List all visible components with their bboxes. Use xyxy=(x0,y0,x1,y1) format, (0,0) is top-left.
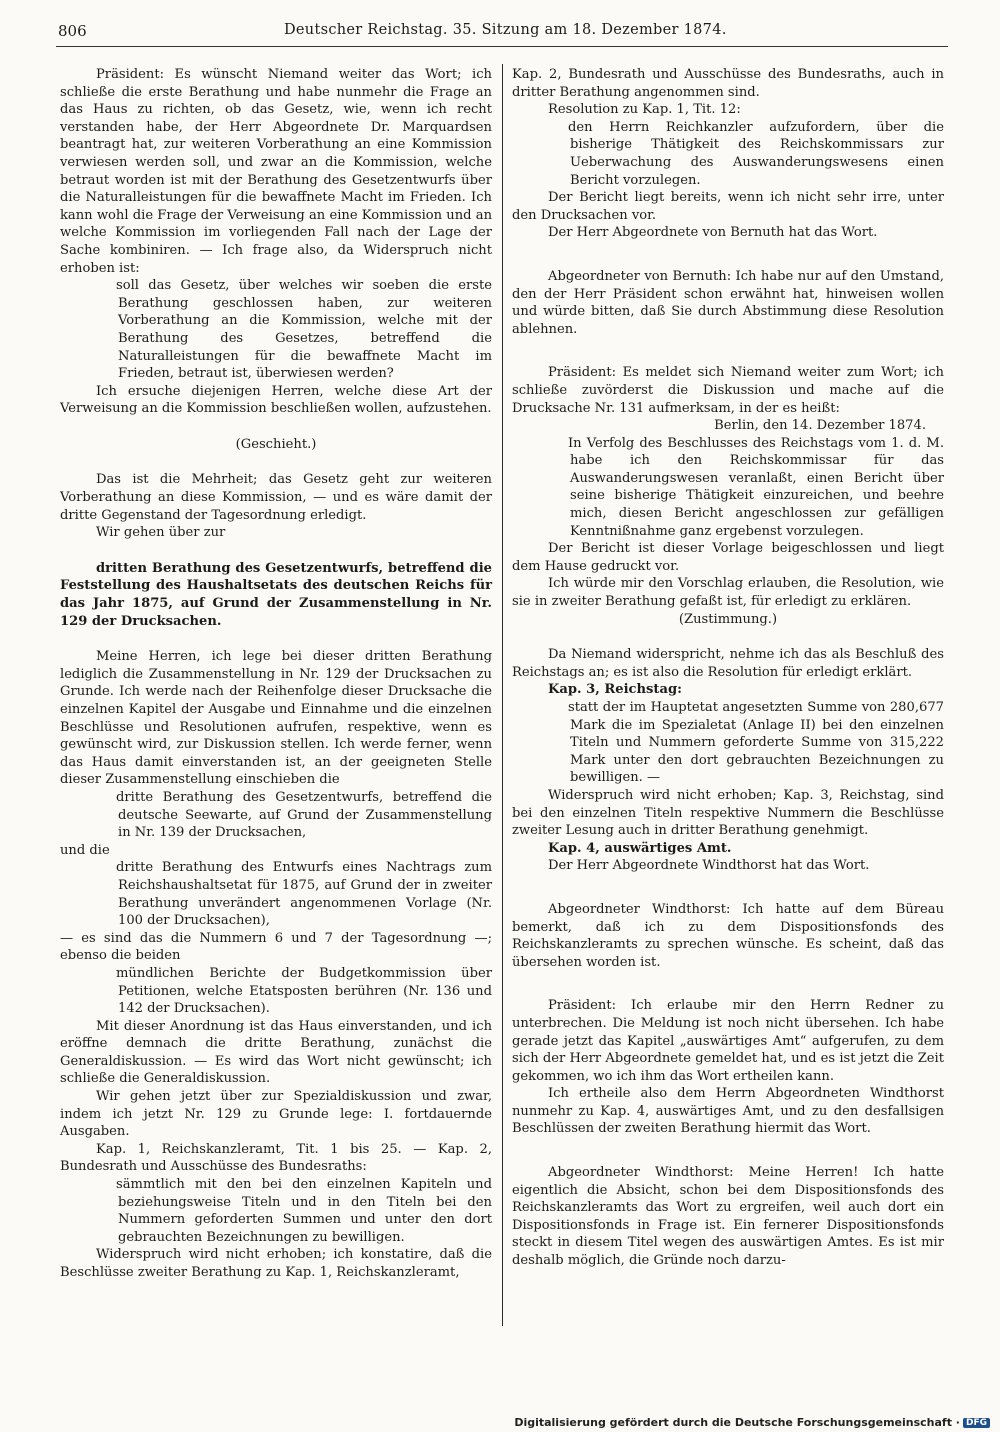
footer-text: Digitalisierung gefördert durch die Deutsche Forschungsgemeinschaft · xyxy=(514,1416,960,1429)
paragraph: Meine Herren, ich lege bei dieser dritten Berathung lediglich die Zusammenstellung in Nr. 129 der Drucksachen zu Grunde. Ich werde nach der Reihenfolge dieser Drucksache die einzelnen Kapitel der Ausgabe und Einnahme und die einzelnen Beschlüsse und Resolutionen aufrufen, respektive, wenn es gewünscht wird, zur Diskussion stellen. Ich werde ferner, wenn das Haus damit einverstanden ist, an der geeigneten Stelle dieser Zusammenstellung einschieben die xyxy=(60,649,492,788)
paragraph: Kap. 2, Bundesrath und Ausschüsse des Bundesraths, auch in dritter Berathung angenommen sind. xyxy=(512,67,944,100)
paragraph: und die xyxy=(60,842,110,858)
column-divider xyxy=(502,64,503,1326)
agenda-heading: dritten Berathung des Gesetzentwurfs, betreffend die Feststellung des Haushaltsetats des deutschen Reichs für das Jahr 1875, auf Grund der Zusammenstellung in Nr. 129 der Drucksachen. xyxy=(60,560,492,629)
quoted-item: sämmtlich mit den bei den einzelnen Kapiteln und beziehungsweise Titeln und in den Titeln bei den Nummern geforderten Summen und unter den dort gebrauchten Bezeichnungen zu bewilligen. xyxy=(116,1177,492,1245)
paragraph: Da Niemand widerspricht, nehme ich das als Beschluß des Reichstags an; es ist also die Resolution für erledigt erklärt. xyxy=(512,647,944,680)
paragraph: Widerspruch wird nicht erhoben; Kap. 3, Reichstag, sind bei den einzelnen Titeln respektive Nummern die Beschlüsse zweiter Lesung auch in dritter Berathung genehmigt. xyxy=(512,787,944,839)
paragraph: Der Bericht ist dieser Vorlage beigeschlossen und liegt dem Hause gedruckt vor. xyxy=(512,541,944,574)
paragraph: Wir gehen über zur xyxy=(96,525,226,541)
paragraph: Kap. 1, Reichskanzleramt, Tit. 1 bis 25. — Kap. 2, Bundesrath und Ausschüsse des Bundesraths: xyxy=(60,1141,492,1175)
paragraph: Präsident: Es wünscht Niemand weiter das Wort; ich schließe die erste Berathung und habe nunmehr die Frage an das Haus zu richten, ob das Gesetz, wie, wenn ich recht verstanden habe, der Herr Abgeordnete Dr. Marquardsen beantragt hat, zur weiteren Vorberathung an eine Kommission verwiesen werden soll, und zwar an die Kommission, welche betraut worden ist mit der Berathung des Gesetzentwurfs über die Naturalleistungen für die bewaffnete Macht im Frieden. Ich kann wohl die Frage der Verweisung an eine Kommission und an welche Kommission im vorliegenden Fall nach der Lage der Sache kombiniren. — Ich frage also, da Widerspruch nicht erhoben ist: xyxy=(60,67,492,276)
paragraph: Ich ertheile also dem Herrn Abgeordneten Windthorst nunmehr zu Kap. 4, auswärtiges Amt, und zu den desfallsigen Beschlüssen der zweiten Berathung hiermit das Wort. xyxy=(512,1086,944,1137)
quoted-item: dritte Berathung des Gesetzentwurfs, betreffend die deutsche Seewarte, auf Grund der Zusammenstellung in Nr. 139 der Drucksachen, xyxy=(116,789,492,841)
running-head: Deutscher Reichstag. 35. Sitzung am 18. Dezember 1874. xyxy=(284,22,727,38)
dfg-logo: DFG xyxy=(963,1418,990,1428)
paragraph: Der Herr Abgeordnete Windthorst hat das Wort. xyxy=(548,858,870,874)
page-header xyxy=(58,22,948,46)
paragraph: Ich würde mir den Vorschlag erlauben, die Resolution, wie sie in zweiter Berathung gefaßt ist, für erledigt zu erklären. xyxy=(512,576,944,610)
paragraph: Widerspruch wird nicht erhoben; ich konstatire, daß die Beschlüsse zweiter Berathung zu Kap. 1, Reichskanzleramt, xyxy=(60,1247,492,1280)
header-rule xyxy=(56,46,948,47)
chapter-heading: Kap. 3, Reichstag: xyxy=(548,682,682,698)
quoted-question: soll das Gesetz, über welches wir soeben die erste Berathung geschlossen haben, zur weiteren Vorberathung an die Kommission, welche mit der Berathung des Gesetzes, betreffend die Naturalleistungen für die bewaffnete Macht im Frieden, betraut ist, überwiesen werden? xyxy=(116,278,492,382)
page-number: 806 xyxy=(58,22,87,40)
speech: Abgeordneter von Bernuth: Ich habe nur auf den Umstand, den der Herr Präsident schon erwähnt hat, hinweisen wollen und würde bitten, daß Sie durch Abstimmung diese Resolution ablehnen. xyxy=(512,268,944,337)
quoted-letter: In Verfolg des Beschlusses des Reichstags vom 1. d. M. habe ich den Reichskommissar für das Auswanderungswesen veranlaßt, einen Bericht über seine bisherige Thätigkeit einzureichen, und beehre mich, diesen Bericht angeschlossen zur gefälligen Kenntnißnahme ganz ergebenst vorzulegen. xyxy=(568,435,944,539)
quoted-item: mündlichen Berichte der Budgetkommission über Petitionen, welche Etatsposten berühren (Nr. 136 und 142 der Drucksachen). xyxy=(116,965,492,1017)
stage-direction: (Zustimmung.) xyxy=(678,611,778,627)
right-column xyxy=(512,66,944,1270)
letter-date: Berlin, den 14. Dezember 1874. xyxy=(714,418,926,434)
paragraph: — es sind das die Nummern 6 und 7 der Tagesordnung —; ebenso die beiden xyxy=(60,930,492,964)
left-column xyxy=(60,66,492,1282)
paragraph: Resolution zu Kap. 1, Tit. 12: xyxy=(548,102,741,118)
paragraph: Mit dieser Anordnung ist das Haus einverstanden, und ich eröffne demnach die dritte Berathung, zunächst die Generaldiskussion. — Es wird das Wort nicht gewünscht; ich schließe die Generaldiskussion. xyxy=(60,1018,492,1087)
speech: Präsident: Es meldet sich Niemand weiter zum Wort; ich schließe zuvörderst die Diskussion und mache auf die Drucksache Nr. 131 aufmerksam, in der es heißt: xyxy=(512,365,944,416)
quoted-item: dritte Berathung des Entwurfs eines Nachtrags zum Reichshaushaltsetat für 1875, auf Grund der in zweiter Berathung unverändert angenommenen Vorlage (Nr. 100 der Drucksachen), xyxy=(116,860,492,929)
quoted-resolution: den Herrn Reichkanzler aufzufordern, über die bisherige Thätigkeit des Reichskommissars zur Ueberwachung des Auswanderungswesens einen Bericht vorzulegen. xyxy=(568,119,944,188)
paragraph: Der Bericht liegt bereits, wenn ich nicht sehr irre, unter den Drucksachen vor. xyxy=(512,190,944,223)
speech: Abgeordneter Windthorst: Ich hatte auf dem Büreau bemerkt, daß ich zu dem Dispositionsfonds des Reichskanzleramts zu sprechen wünsche. Es scheint, daß das übersehen worden ist. xyxy=(512,901,944,970)
paragraph: Das ist die Mehrheit; das Gesetz geht zur weiteren Vorberathung an diese Kommission, — und es wäre damit der dritte Gegenstand der Tagesordnung erledigt. xyxy=(60,472,492,523)
chapter-heading: Kap. 4, auswärtiges Amt. xyxy=(548,840,732,856)
stage-direction: (Geschieht.) xyxy=(235,436,317,452)
paragraph: Der Herr Abgeordnete von Bernuth hat das Wort. xyxy=(548,225,878,241)
paragraph: Wir gehen jetzt über zur Spezialdiskussion und zwar, indem ich jetzt Nr. 129 zu Grunde lege: I. fortdauernde Ausgaben. xyxy=(60,1089,492,1140)
speech: Abgeordneter Windthorst: Meine Herren! Ich hatte eigentlich die Absicht, schon bei dem Dispositionsfonds des Reichskanzleramts das Wort zu ergreifen, weil auch dort ein Dispositionsfonds in Frage ist. Ein fernerer Dispositionsfonds steckt in diesem Titel wegen des auswärtigen Amtes. Es ist mir deshalb möglich, die Gründe noch darzu- xyxy=(512,1165,944,1269)
speech: Präsident: Ich erlaube mir den Herrn Redner zu unterbrechen. Die Meldung ist noch nicht übersehen. Ich habe gerade jetzt das Kapitel „auswärtiges Amt“ aufgerufen, zu dem sich der Herr Abgeordnete gemeldet hat, und es ist jetzt die Zeit gekommen, wo ich ihm das Wort ertheilen kann. xyxy=(512,998,944,1084)
footer-credit xyxy=(514,1416,990,1429)
quoted-item: statt der im Hauptetat angesetzten Summe von 280,677 Mark die im Spezialetat (Anlage II) bei den einzelnen Titeln und Nummern geforderte Summe von 315,222 Mark unter den dort gebrauchten Bezeichnungen zu bewilligen. — xyxy=(568,700,944,786)
paragraph: Ich ersuche diejenigen Herren, welche diese Art der Verweisung an die Kommission beschließen wollen, aufzustehen. xyxy=(60,383,492,417)
